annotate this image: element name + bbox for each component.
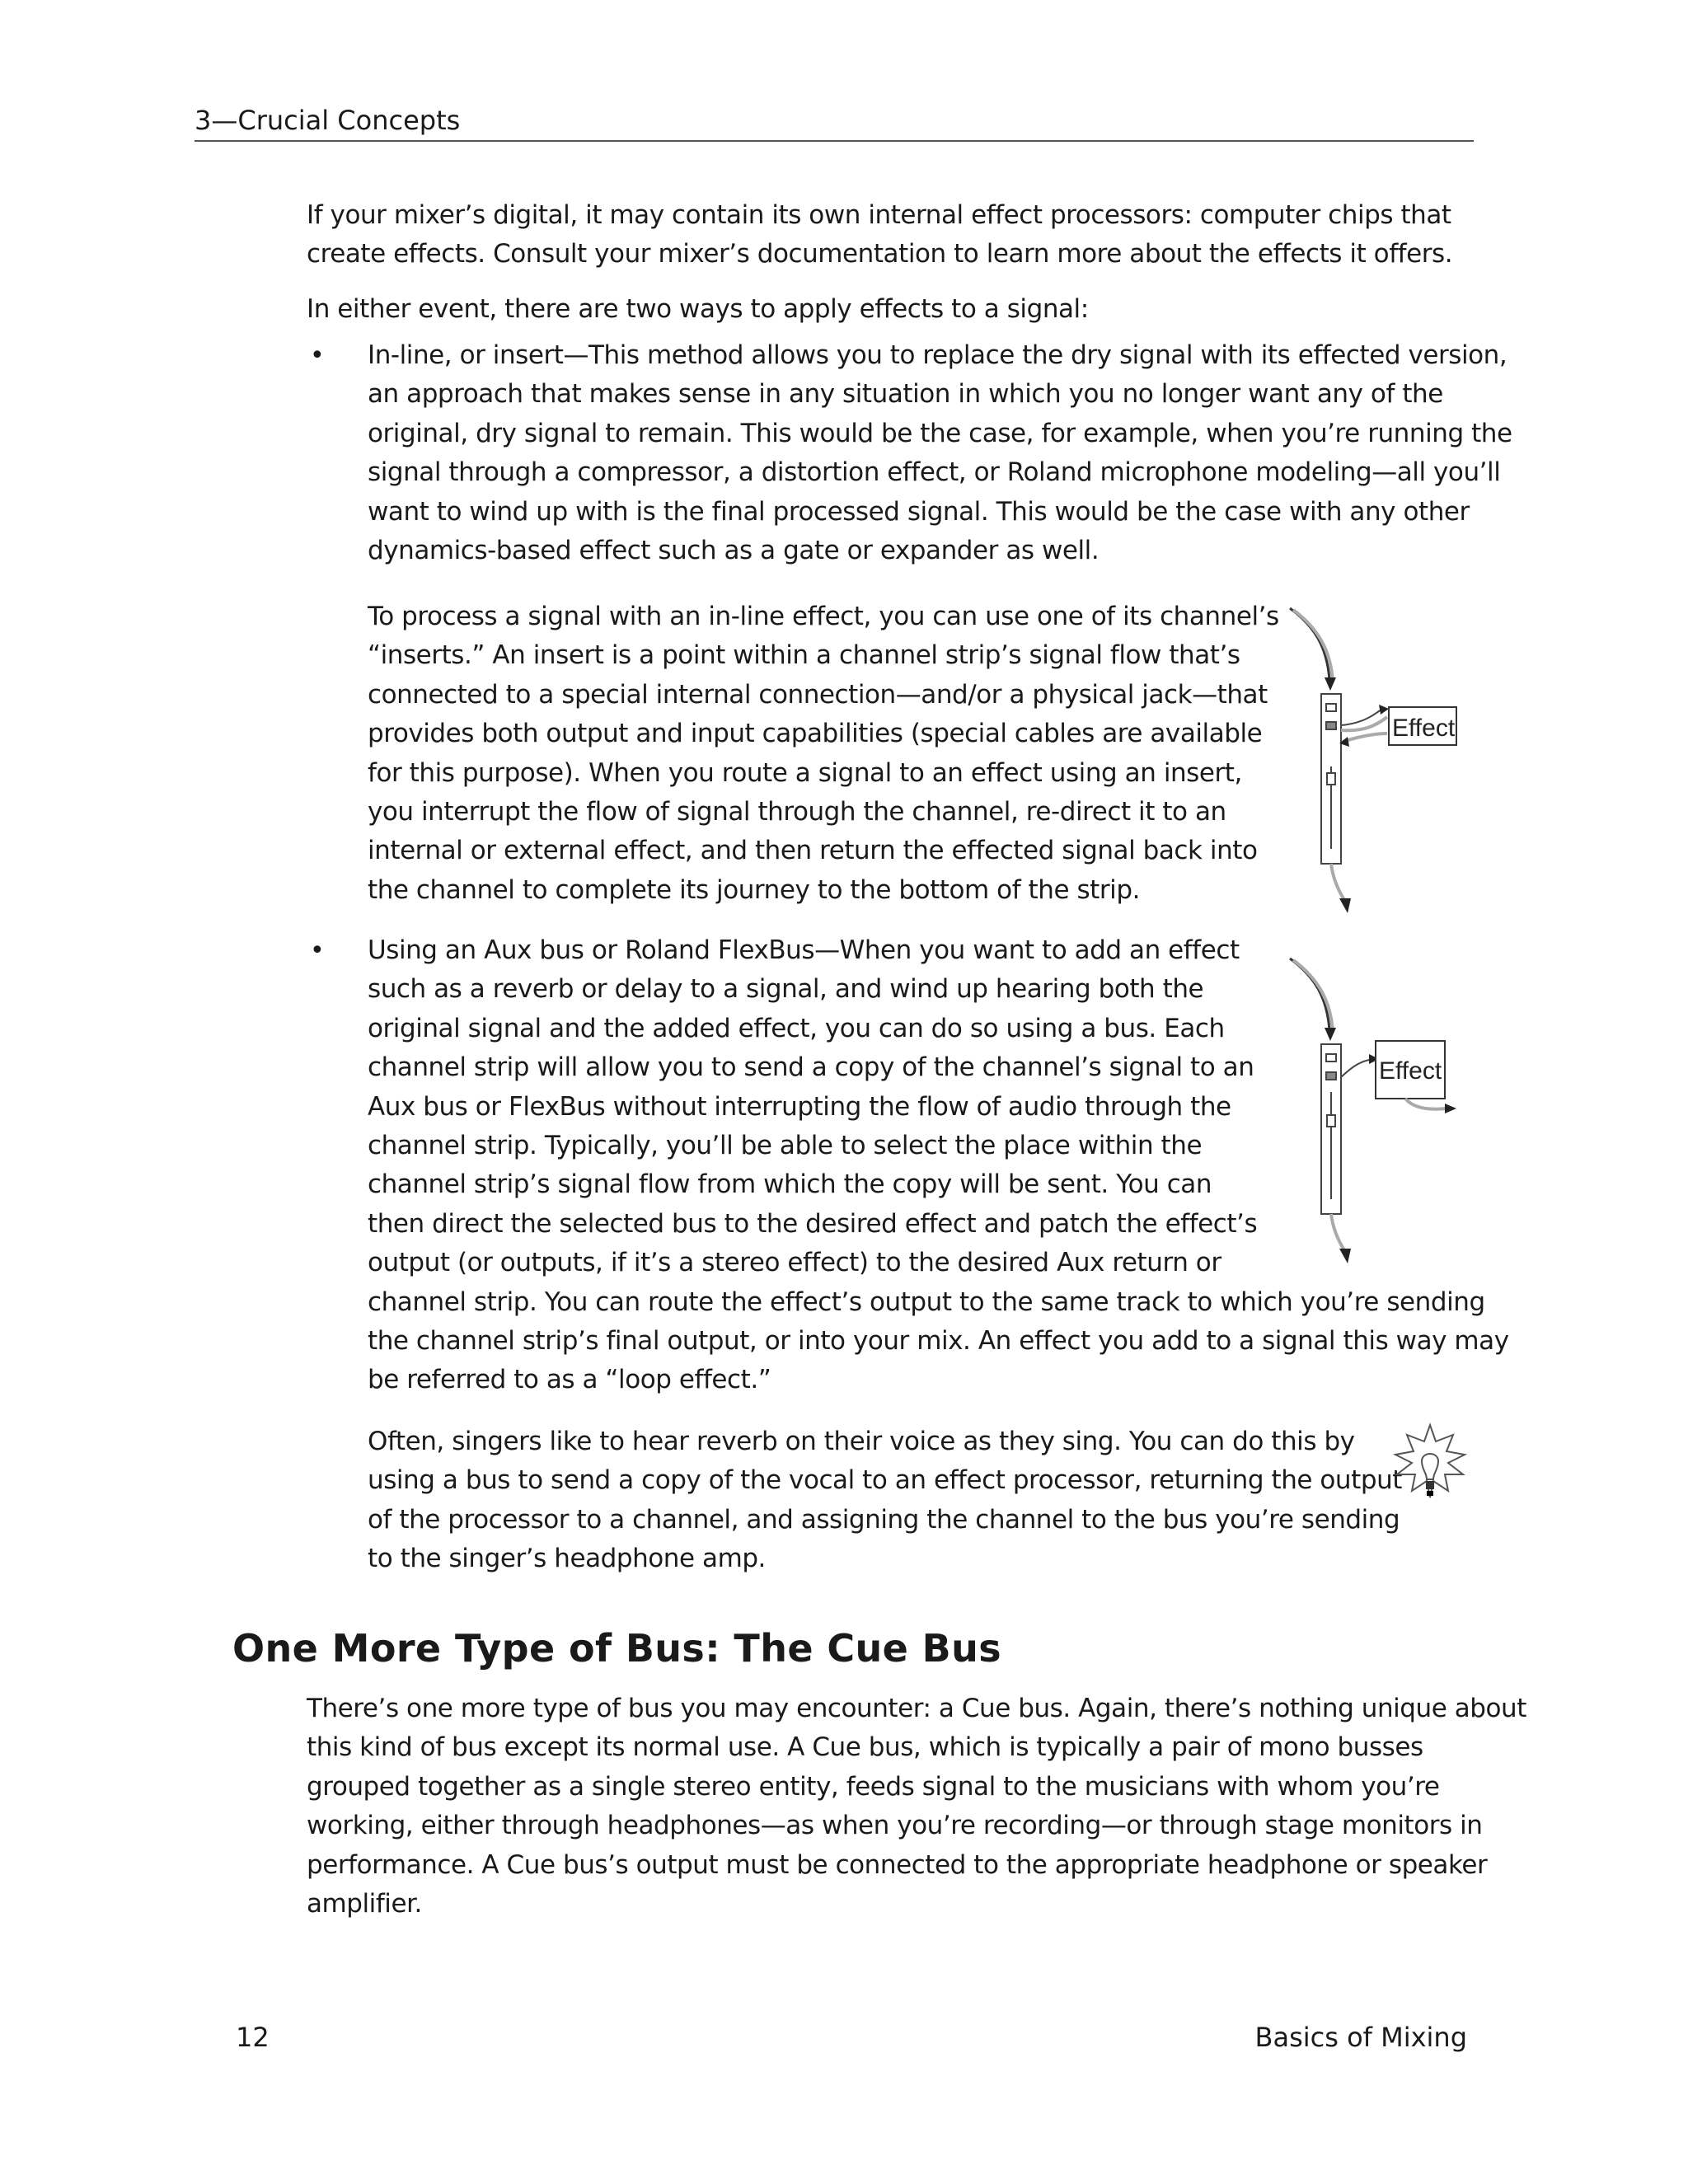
- text-line: channel strip’s signal flow from which the copy will be sent. You can: [368, 1169, 1212, 1200]
- running-header: [195, 101, 1474, 142]
- text-line: channel strip. You can route the effect’s output to the same track to which you’re sending: [368, 1286, 1485, 1317]
- either-event-paragraph: [307, 290, 1089, 329]
- text-line: amplifier.: [307, 1889, 422, 1919]
- text-line: an approach that makes sense in any situation in which you no longer want any of the: [368, 379, 1443, 410]
- bullet-marker-1: •: [310, 341, 325, 370]
- text-line: output (or outputs, if it’s a stereo effect) to the desired Aux return or: [368, 1248, 1221, 1278]
- text-line: If your mixer’s digital, it may contain its own internal effect processors: computer chips that: [307, 200, 1451, 230]
- text-line: internal or external effect, and then return the effected signal back into: [368, 836, 1258, 866]
- text-line: such as a reverb or delay to a signal, and wind up hearing both the: [368, 974, 1204, 1005]
- text-line: There’s one more type of bus you may encounter: a Cue bus. Again, there’s nothing unique about: [307, 1694, 1526, 1723]
- text-line: working, either through headphones—as when you’re recording—or through stage monitors in: [307, 1811, 1483, 1841]
- text-line: original signal and the added effect, you can do so using a bus. Each: [368, 1013, 1225, 1043]
- text-line: signal through a compressor, a distortion effect, or Roland microphone modeling—all you’ll: [368, 457, 1501, 488]
- intro-paragraph: [307, 196, 1452, 274]
- text-line: want to wind up with is the final processed signal. This would be the case with any other: [368, 496, 1470, 527]
- text-line: performance. A Cue bus’s output must be connected to the appropriate headphone or speaker: [307, 1849, 1488, 1880]
- lightbulb-icon: [1389, 1422, 1471, 1516]
- send-effect-label: Effect: [1379, 1057, 1442, 1085]
- text-line: dynamics-based effect such as a gate or expander as well.: [368, 536, 1100, 566]
- text-line: Often, singers like to hear reverb on their voice as they sing. You can do this by: [368, 1427, 1355, 1456]
- text-line: original, dry signal to remain. This would be the case, for example, when you’re running the: [368, 418, 1512, 448]
- text-line: To process a signal with an in-line effect, you can use one of its channel’s: [368, 602, 1279, 631]
- cue-bus-paragraph: [307, 1690, 1526, 1924]
- insert-effect-diagram: [1282, 602, 1471, 923]
- text-line: channel strip. Typically, you’ll be able to select the place within the: [368, 1131, 1203, 1161]
- text-line: to the singer’s headphone amp.: [368, 1544, 766, 1574]
- bullet-marker-2: •: [310, 936, 325, 965]
- text-line: provides both output and input capabilities (special cables are available: [368, 719, 1263, 749]
- tip-paragraph: [368, 1422, 1402, 1579]
- text-line: the channel to complete its journey to the bottom of the strip.: [368, 874, 1140, 905]
- text-line: be referred to as a “loop effect.”: [368, 1365, 771, 1395]
- insert-explanation: [368, 598, 1279, 910]
- text-line: for this purpose). When you route a signal to an effect using an insert,: [368, 757, 1242, 788]
- insert-effect-label: Effect: [1392, 715, 1456, 742]
- section-heading: One More Type of Bus: The Cue Bus: [232, 1626, 1002, 1671]
- text-line: then direct the selected bus to the desired effect and patch the effect’s: [368, 1208, 1258, 1239]
- text-line: In either event, there are two ways to apply effects to a signal:: [307, 294, 1089, 324]
- text-line: the channel strip’s final output, or into your mix. An effect you add to a signal this way may: [368, 1326, 1509, 1357]
- text-line: using a bus to send a copy of the vocal to an effect processor, returning the output: [368, 1465, 1402, 1496]
- send-effect-diagram: [1282, 952, 1471, 1273]
- text-line: In-line, or insert—This method allows you to replace the dry signal with its effected version,: [368, 340, 1507, 370]
- text-line: create effects. Consult your mixer’s documentation to learn more about the effects it offers.: [307, 239, 1453, 269]
- text-line: grouped together as a single stereo entity, feeds signal to the musicians with whom you’re: [307, 1771, 1440, 1802]
- chapter-title: 3—Crucial Concepts: [195, 105, 461, 136]
- text-line: you interrupt the flow of signal through the channel, re-direct it to an: [368, 797, 1226, 827]
- text-line: connected to a special internal connection—and/or a physical jack—that: [368, 679, 1268, 710]
- page-number: 12: [236, 2022, 270, 2053]
- text-line: channel strip will allow you to send a copy of the channel’s signal to an: [368, 1052, 1254, 1083]
- text-line: Using an Aux bus or Roland FlexBus—When you want to add an effect: [368, 935, 1240, 965]
- text-line: Aux bus or FlexBus without interrupting the flow of audio through the: [368, 1091, 1231, 1122]
- text-line: “inserts.” An insert is a point within a channel strip’s signal flow that’s: [368, 640, 1240, 671]
- bullet-inline-insert: [368, 336, 1512, 570]
- text-line: of the processor to a channel, and assigning the channel to the bus you’re sending: [368, 1504, 1400, 1535]
- book-title: Basics of Mixing: [1254, 2022, 1467, 2053]
- text-line: this kind of bus except its normal use. A Cue bus, which is typically a pair of mono busses: [307, 1732, 1423, 1763]
